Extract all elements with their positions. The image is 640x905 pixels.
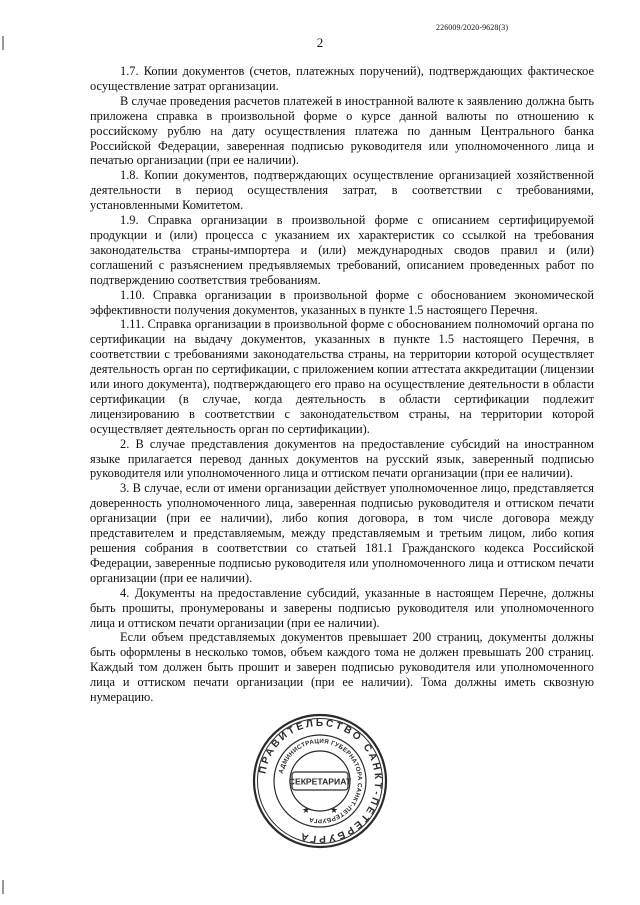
- paragraph: 2. В случае представления документов на предоставление субсидий на иностранном языке прилагается перевод данных документов на русский язык, заверенный подписью руководителя или уполномоченного лица и оттиском печати организации (при ее наличии).: [90, 436, 594, 481]
- seal-outer-text: ПРАВИТЕЛЬСТВО САНКТ-ПЕТЕРБУРГА: [257, 717, 384, 845]
- paragraph: В случае проведения расчетов платежей в иностранной валюте к заявлению должна быть приложена справка в произвольной форме о курсе данной валюты по отношению к российскому рублю на дату осуществления платежа по данным Центрального банка Российской Федерации, заверенная подписью руководителя или уполномоченного лица и печатью организации (при ее наличии).: [90, 93, 594, 168]
- star-icon: ★: [330, 806, 339, 816]
- paragraph: 1.7. Копии документов (счетов, платежных поручений), подтверждающих фактическое осуществление затрат организации.: [90, 64, 594, 93]
- paragraph: 1.11. Справка организации в произвольной форме с обоснованием полномочий органа по сертификации на выдачу документов, указанных в пункте 1.5 настоящего Перечня, в соответствии с требованиями законодательства страны, на территории которой осуществляет деятельность орган по сертификации, с приложением копии аттестата аккредитации (лицензии или иного документа), подтверждающего его право на осуществление деятельности в области сертификации (в случае, когда деятельность в области сертификации подлежит лицензированию в соответствии с законодательством страны, на территории которой осуществляет деятельность орган по сертификации).: [90, 317, 594, 436]
- paragraph: 1.10. Справка организации в произвольной форме с обоснованием экономической эффективности получения документов, указанных в пункте 1.5 настоящего Перечня.: [90, 287, 594, 317]
- scan-margin-mark: [2, 880, 4, 894]
- seal-inner-text: АДМИНИСТРАЦИЯ ГУБЕРНАТОРА САНКТ-ПЕТЕРБУРГА: [277, 737, 364, 825]
- official-seal: [252, 713, 388, 849]
- document-id: 226009/2020-9628(3): [436, 23, 509, 32]
- paragraph: Если объем представляемых документов превышает 200 страниц, документы должны быть оформлены в несколько томов, объем каждого тома не должен превышать 200 страниц. Каждый том должен быть прошит и заверен подписью руководителя или уполномоченного лица и оттиском печати организации (при ее наличии). Тома должны иметь сквозную нумерацию.: [90, 630, 594, 705]
- paragraph: 4. Документы на предоставление субсидий, указанные в настоящем Перечне, должны быть прошиты, пронумерованы и заверены подписью руководителя или уполномоченного лица и оттиском печати организации (при ее наличии).: [90, 585, 594, 630]
- paragraph: 1.9. Справка организации в произвольной форме с описанием сертифицируемой продукции и (или) процесса с указанием их характеристик со ссылкой на требования законодательства страны-импортера и (или) международных сводов правил и (или) соглашений с разъяснением предъявляемых требований, описанием проведенных работ по подтверждению соответствия требованиям.: [90, 213, 594, 287]
- seal-graphic: [252, 713, 388, 849]
- paragraph: 1.8. Копии документов, подтверждающих осуществление организацией хозяйственной деятельности в период осуществления затрат, в соответствии с требованиями, установленными Комитетом.: [90, 168, 594, 213]
- document-body: [90, 64, 594, 705]
- page-number: 2: [316, 35, 324, 50]
- star-icon: ★: [302, 806, 311, 816]
- paragraph: 3. В случае, если от имени организации действует уполномоченное лицо, представляется доверенность уполномоченного лица, заверенная подписью руководителя и оттиском печати организации (при ее наличии), либо копия договора, в том числе договора между представителем и представляемым, между представляемым и третьим лицом, либо копия решения собрания в соответствии со статьей 181.1 Гражданского кодекса Российской Федерации, заверенные подписью руководителя или уполномоченного лица и оттиском печати организации (при ее наличии).: [90, 481, 594, 585]
- seal-center-text: СЕКРЕТАРИАТ: [288, 776, 352, 787]
